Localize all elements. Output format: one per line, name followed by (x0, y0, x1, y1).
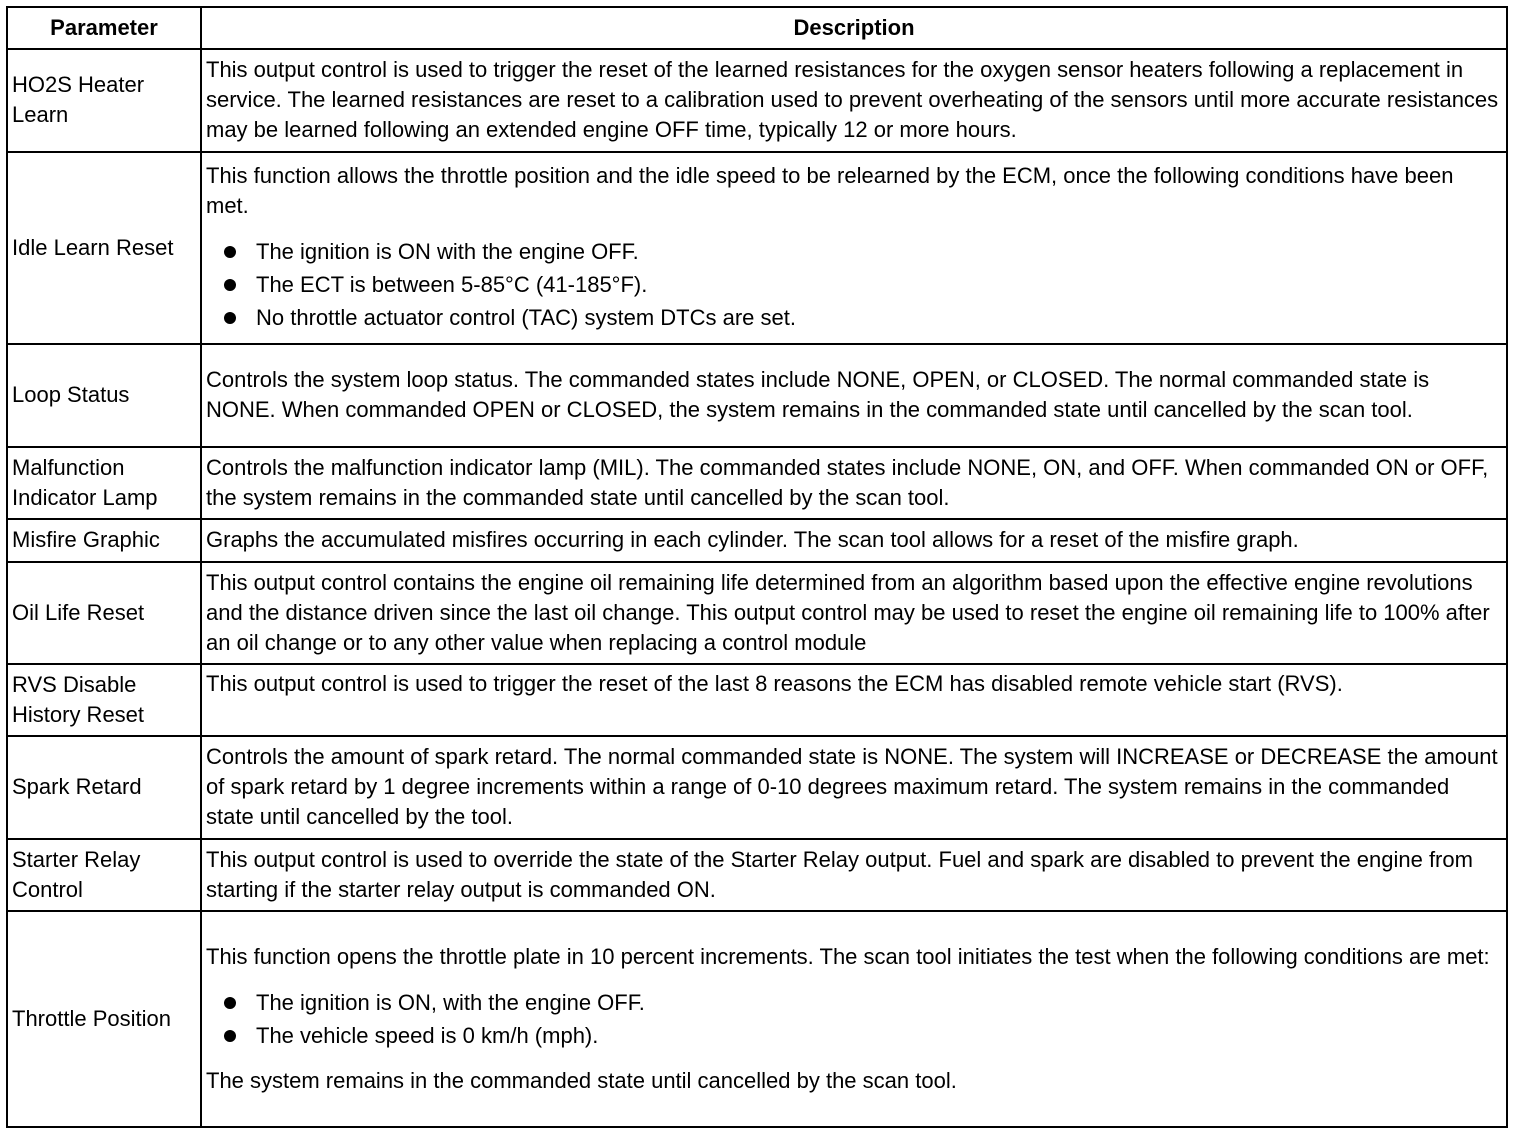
list-item (206, 235, 1502, 268)
description-column-header: Description (201, 7, 1507, 49)
bullet-icon (224, 246, 236, 258)
parameter-cell: Loop Status (7, 344, 201, 447)
description-text: This output control is used to trigger the reset of the learned resistances for the oxygen sensor heaters following a replacement in service. The learned resistances are reset to a calibration used to prevent overheating of the sensors until more accurate resistances may be learned following an extended engine OFF time, typically 12 or more hours. (206, 57, 1499, 142)
bullet-icon (224, 279, 236, 291)
parameter-cell: HO2S Heater Learn (7, 49, 201, 152)
table-row (7, 736, 1507, 839)
description-text: This output control is used to trigger the reset of the last 8 reasons the ECM has disabled remote vehicle start (RVS). (206, 671, 1343, 696)
list-item-text: The vehicle speed is 0 km/h (mph). (256, 1022, 599, 1048)
parameter-cell: Idle Learn Reset (7, 152, 201, 344)
bullet-icon (224, 312, 236, 324)
description-text: This function allows the throttle position and the idle speed to be relearned by the ECM, once the following conditions have been met. (206, 163, 1454, 218)
description-cell (201, 344, 1507, 447)
parameter-cell: Starter Relay Control (7, 839, 201, 911)
list-item (206, 301, 1502, 334)
list-item-text: The ignition is ON, with the engine OFF. (256, 989, 645, 1015)
condition-list (206, 986, 1502, 1052)
table-row (7, 344, 1507, 447)
table-row (7, 447, 1507, 519)
condition-list (206, 235, 1502, 334)
description-text: This output control is used to override the state of the Starter Relay output. Fuel and spark are disabled to prevent the engine from starting if the starter relay output is commanded ON. (206, 846, 1473, 902)
description-cell (201, 447, 1507, 519)
description-cell (201, 664, 1507, 736)
list-item-text: No throttle actuator control (TAC) system DTCs are set. (256, 305, 796, 330)
description-cell (201, 152, 1507, 344)
description-cell (201, 562, 1507, 664)
list-item-text: The ignition is ON with the engine OFF. (256, 239, 639, 264)
description-cell (201, 519, 1507, 562)
description-text: This function opens the throttle plate in 10 percent increments. The scan tool initiates the test when the following conditions are met: (206, 943, 1490, 969)
parameter-cell: Throttle Position (7, 911, 201, 1127)
bullet-icon (224, 997, 236, 1009)
parameter-table (6, 6, 1508, 1128)
table-row (7, 911, 1507, 1127)
list-item-text: The ECT is between 5-85°C (41-185°F). (256, 272, 648, 297)
description-text: Controls the malfunction indicator lamp (MIL). The commanded states include NONE, ON, and OFF. When commanded ON or OFF, the system remains in the commanded state until cancelled by the scan tool. (206, 454, 1489, 510)
description-text: This output control contains the engine oil remaining life determined from an algorithm based upon the effective engine revolutions and the distance driven since the last oil change. This output control may be used to reset the engine oil remaining life to 100% after an oil change or to any other value when replacing a control module (206, 569, 1490, 655)
description-text: Controls the system loop status. The commanded states include NONE, OPEN, or CLOSED. The normal commanded state is NONE. When commanded OPEN or CLOSED, the system remains in the commanded state until cancelled by the scan tool. (206, 367, 1430, 422)
bullet-icon (224, 1030, 236, 1042)
parameter-cell: Oil Life Reset (7, 562, 201, 664)
list-item (206, 986, 1502, 1019)
list-item (206, 1019, 1502, 1052)
description-text: Graphs the accumulated misfires occurring in each cylinder. The scan tool allows for a reset of the misfire graph. (206, 527, 1299, 552)
description-cell (201, 49, 1507, 152)
description-text: Controls the amount of spark retard. The normal commanded state is NONE. The system will INCREASE or DECREASE the amount of spark retard by 1 degree increments within a range of 0-10 degrees maximum retard. The system remains in the commanded state until cancelled by the tool. (206, 744, 1498, 829)
description-cell (201, 839, 1507, 911)
table-row (7, 49, 1507, 152)
table-row (7, 664, 1507, 736)
parameter-cell: RVS Disable History Reset (7, 664, 201, 736)
description-footer-text: The system remains in the commanded state until cancelled by the scan tool. (206, 1067, 957, 1093)
table-row (7, 519, 1507, 562)
header-row (7, 7, 1507, 49)
description-cell (201, 911, 1507, 1127)
table-row (7, 562, 1507, 664)
parameter-cell: Malfunction Indicator Lamp (7, 447, 201, 519)
description-cell (201, 736, 1507, 839)
parameter-cell: Misfire Graphic (7, 519, 201, 562)
parameter-column-header: Parameter (7, 7, 201, 49)
table-row (7, 839, 1507, 911)
list-item (206, 268, 1502, 301)
parameter-cell: Spark Retard (7, 736, 201, 839)
table-row (7, 152, 1507, 344)
